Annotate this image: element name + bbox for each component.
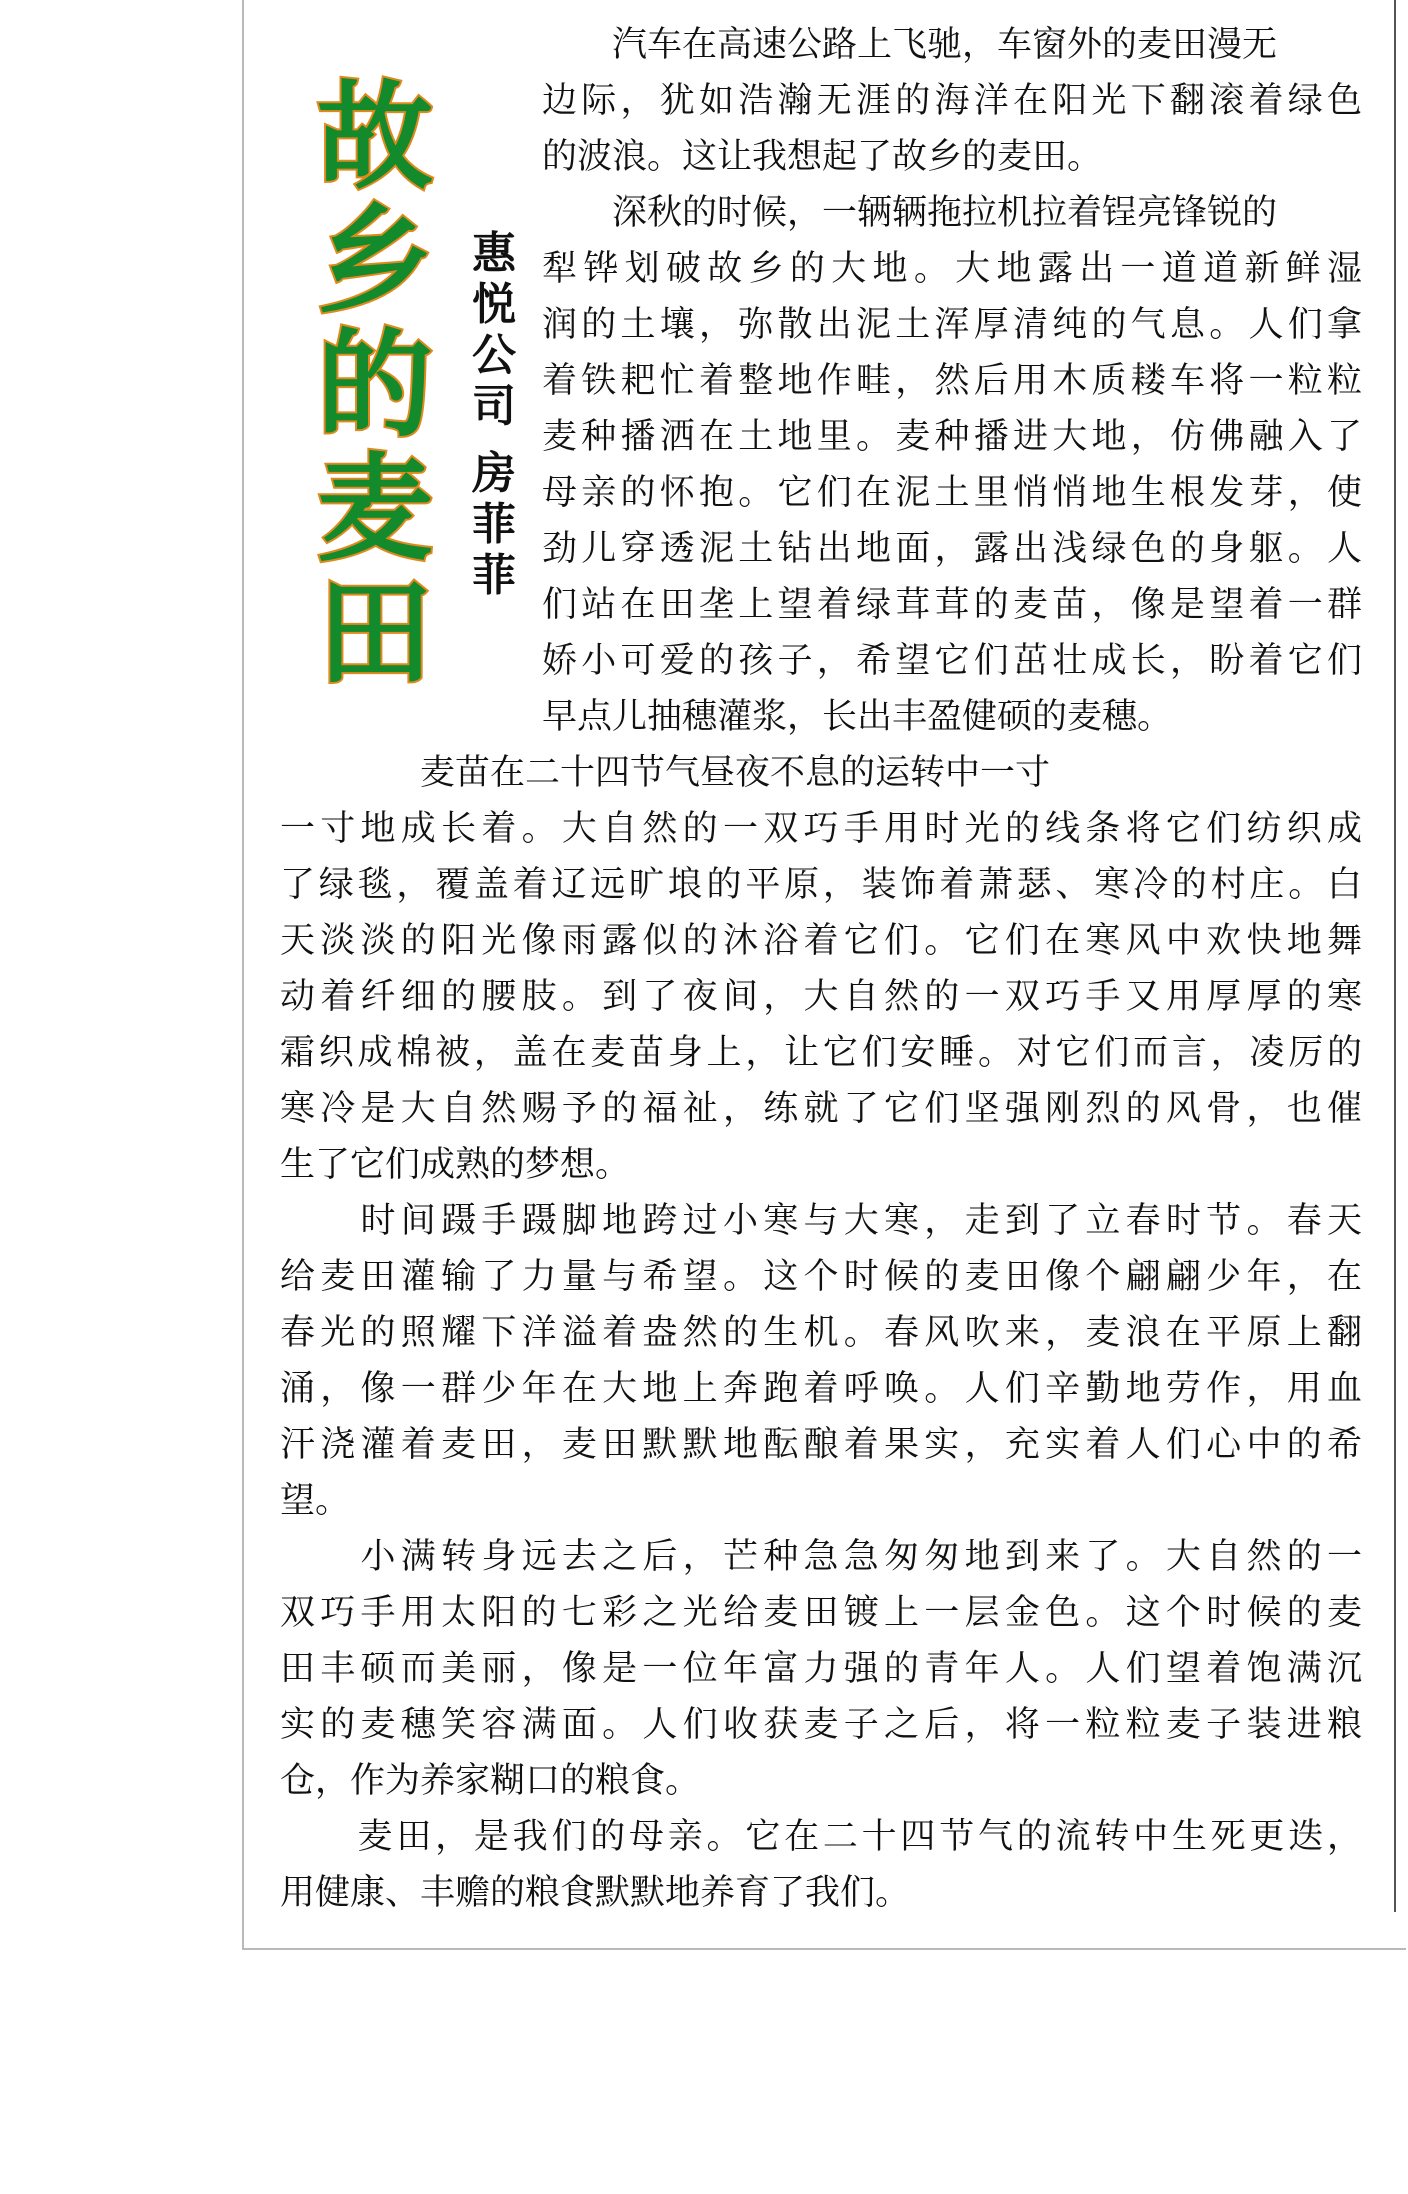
title-char: 田 — [317, 566, 433, 701]
title-char: 麦 — [317, 442, 433, 577]
body-line: 一寸地成长着。大自然的一双巧手用时光的线条将它们纺织成 — [280, 809, 1362, 849]
byline-org-char: 悦 — [472, 279, 516, 330]
body-line: 春光的照耀下洋溢着盎然的生机。春风吹来，麦浪在平原上翻 — [280, 1313, 1362, 1353]
byline-author-char: 房 — [472, 448, 516, 499]
body-line: 早点儿抽穗灌浆，长出丰盈健硕的麦穗。 — [542, 697, 1173, 737]
byline-author-char: 菲 — [472, 499, 516, 550]
byline-org-char: 惠 — [472, 228, 516, 279]
body-line: 生了它们成熟的梦想。 — [280, 1145, 631, 1185]
body-line: 劲儿穿透泥土钻出地面，露出浅绿色的身躯。人 — [542, 529, 1362, 569]
body-line: 双巧手用太阳的七彩之光给麦田镀上一层金色。这个时候的麦 — [280, 1593, 1362, 1633]
byline-org-char: 公 — [472, 330, 516, 381]
body-line: 犁铧划破故乡的大地。大地露出一道道新鲜湿 — [542, 249, 1362, 289]
body-line: 母亲的怀抱。它们在泥土里悄悄地生根发芽，使 — [542, 473, 1362, 513]
body-line: 望。 — [280, 1481, 351, 1521]
body-line: 小满转身远去之后，芒种急急匆匆地到来了。大自然的一 — [280, 1537, 1362, 1577]
title-char: 故 — [317, 70, 433, 205]
body-line: 汽车在高速公路上飞驰，车窗外的麦田漫无 — [542, 25, 1278, 65]
title-char: 乡 — [317, 194, 433, 329]
body-line: 润的土壤，弥散出泥土浑厚清纯的气息。人们拿 — [542, 305, 1362, 345]
body-line: 们站在田垄上望着绿茸茸的麦苗，像是望着一群 — [542, 585, 1362, 625]
body-line: 了绿毯，覆盖着辽远旷埌的平原，装饰着萧瑟、寒冷的村庄。白 — [280, 865, 1362, 905]
body-line: 着铁耙忙着整地作畦，然后用木质耧车将一粒粒 — [542, 361, 1362, 401]
body-line: 涌，像一群少年在大地上奔跑着呼唤。人们辛勤地劳作，用血 — [280, 1369, 1362, 1409]
title-char: 的 — [317, 318, 433, 453]
body-line: 麦苗在二十四节气昼夜不息的运转中一寸 — [280, 753, 1051, 793]
body-line: 深秋的时候，一辆辆拖拉机拉着锃亮锋锐的 — [542, 193, 1278, 233]
body-line: 霜织成棉被，盖在麦苗身上，让它们安睡。对它们而言，凌厉的 — [280, 1033, 1362, 1073]
byline — [466, 228, 522, 601]
body-line: 动着纤细的腰肢。到了夜间，大自然的一双巧手又用厚厚的寒 — [280, 977, 1362, 1017]
body-line: 天淡淡的阳光像雨露似的沐浴着它们。它们在寒风中欢快地舞 — [280, 921, 1362, 961]
column-rule — [1394, 0, 1396, 1912]
body-line: 麦田，是我们的母亲。它在二十四节气的流转中生死更迭， — [280, 1817, 1362, 1857]
byline-author-char: 菲 — [472, 550, 516, 601]
body-line: 的波浪。这让我想起了故乡的麦田。 — [542, 137, 1103, 177]
body-line: 边际，犹如浩瀚无涯的海洋在阳光下翻滚着绿色 — [542, 81, 1362, 121]
body-line: 时间蹑手蹑脚地跨过小寒与大寒，走到了立春时节。春天 — [280, 1201, 1362, 1241]
body-line: 娇小可爱的孩子，希望它们茁壮成长，盼着它们 — [542, 641, 1362, 681]
body-line: 汗浇灌着麦田，麦田默默地酝酿着果实，充实着人们心中的希 — [280, 1425, 1362, 1465]
body-line: 麦种播洒在土地里。麦种播进大地，仿佛融入了 — [542, 417, 1362, 457]
body-line: 实的麦穗笑容满面。人们收获麦子之后，将一粒粒麦子装进粮 — [280, 1705, 1362, 1745]
body-line: 田丰硕而美丽，像是一位年富力强的青年人。人们望着饱满沉 — [280, 1649, 1362, 1689]
body-line: 寒冷是大自然赐予的福祉，练就了它们坚强刚烈的风骨，也催 — [280, 1089, 1362, 1129]
article-title — [300, 70, 450, 701]
body-line: 给麦田灌输了力量与希望。这个时候的麦田像个翩翩少年，在 — [280, 1257, 1362, 1297]
body-line: 用健康、丰赡的粮食默默地养育了我们。 — [280, 1873, 911, 1913]
body-line: 仓，作为养家糊口的粮食。 — [280, 1761, 701, 1801]
byline-org-char: 司 — [472, 381, 516, 432]
